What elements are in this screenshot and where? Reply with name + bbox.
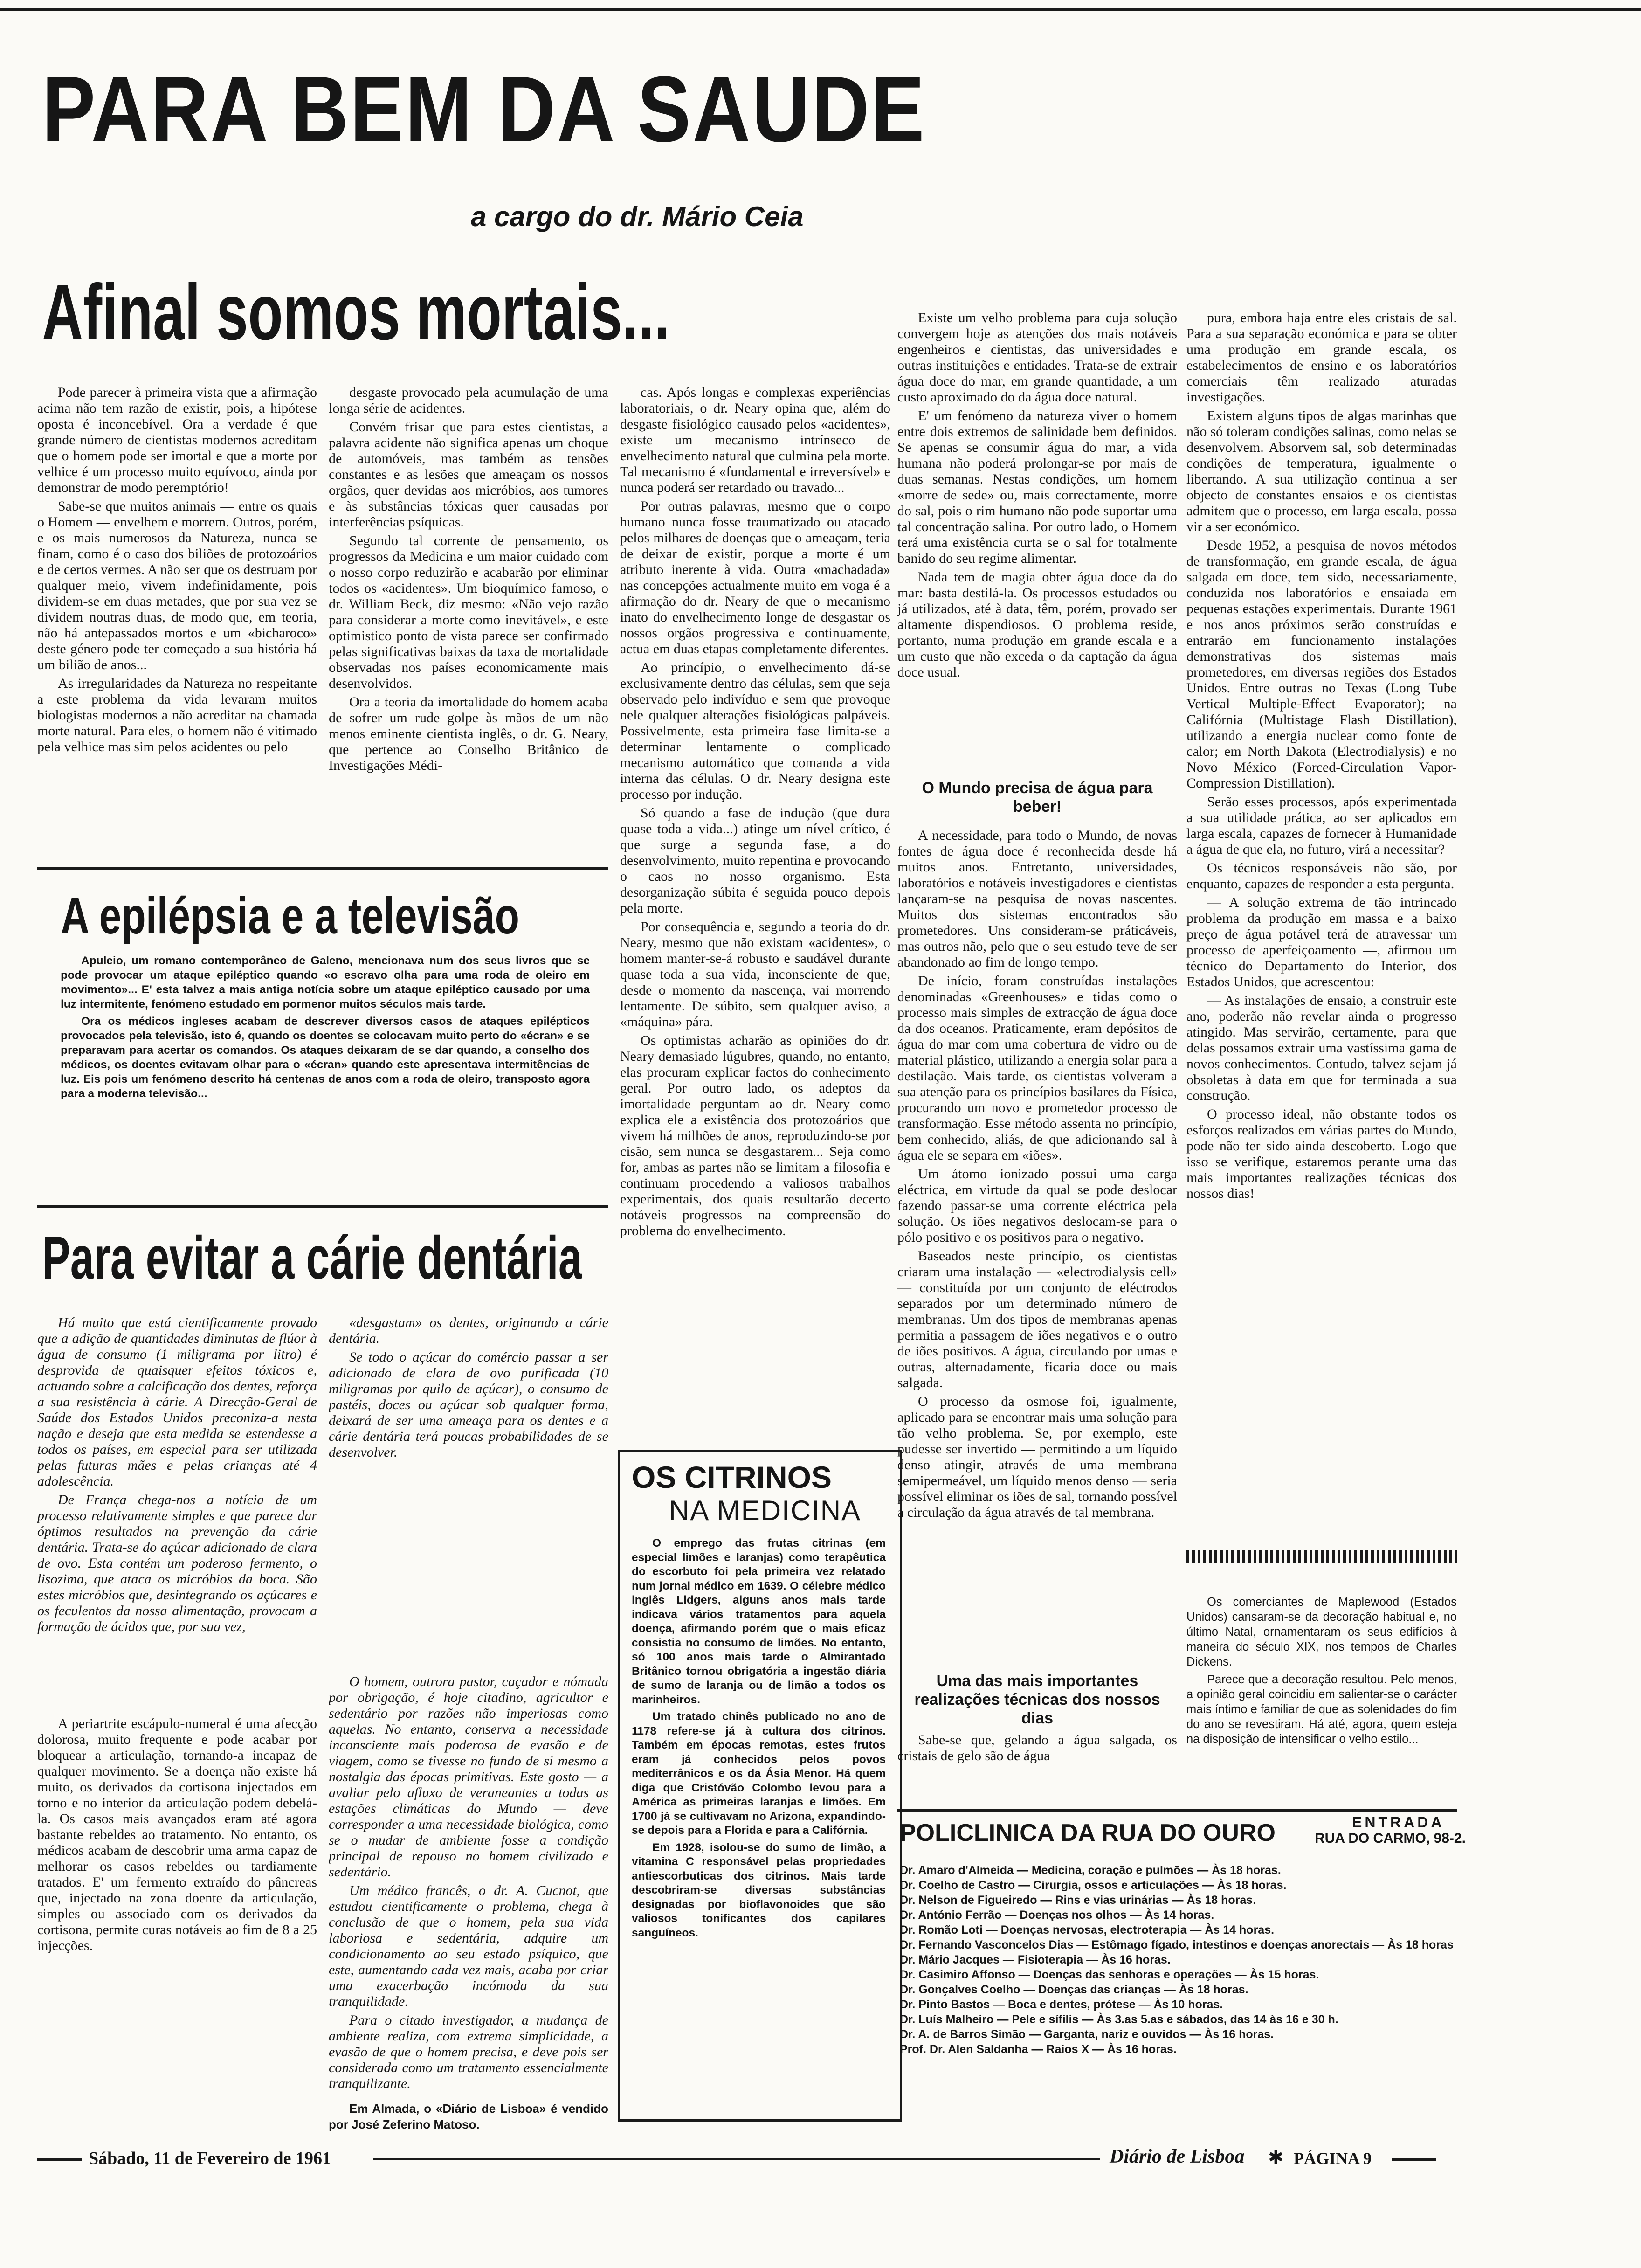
paragraph: Ao princípio, o envelhecimento dá-se exclusivamente dentro das células, sem que seja observado pelo indivíduo e sem que provoque nele qualquer alterações fisiológicas palpáveis. Possivelmente, esta primeira fase limita-se a determinar lentamente o complicado mecanismo automático que comanda a vida interna das células. O dr. Neary designa este processo por indução. <box>620 660 890 802</box>
paragraph: De início, foram construídas instalações denominadas «Greenhouses» e tidas como o processo mais simples de extracção de água doce da dos oceanos. Praticamente, eram depósitos de água do mar com uma cobertura de vidro ou de material plástico, utilizando a energia solar para a destilação. Mais tarde, os cientistas volveram a sua atenção para os princípios basilares da Física, procurando um novo e prometedor processo de transformação. Esse método assenta no princípio, bem conhecido, aliás, de que adicionando sal à água ele se separa em «iões». <box>897 973 1177 1163</box>
column-end-marker <box>1186 1550 1457 1563</box>
paragraph: Serão esses processos, após experimentada a sua utilidade prática, ao ser aplicados em larga escala, capazes de fornecer à Humanidade a água de que ela, no futuro, virá a necessitar? <box>1186 794 1457 857</box>
rule <box>37 867 608 870</box>
article6-col1b <box>897 828 1177 1667</box>
paragraph: Um átomo ionizado possui uma carga eléctrica, em virtude da qual se pode deslocar fazendo passar-se uma corrente eléctrica pela solução. Os iões negativos deslocam-se para o pólo positivo e os positivos para o negativo. <box>897 1166 1177 1245</box>
paragraph: E' um fenómeno da natureza viver o homem entre dois extremos de salinidade bem definidos. Se apenas se consumir água do mar, a vida humana não poderá prolongar-se por mais de duas semanas. Nestas condições, um homem «morre de sede» ou, mais correctamente, morre do sal, pois o rim humano não pode suportar uma tal concentração salina. Por outro lado, o Homem terá uma existência curta se o sal for totalmente banido do seu regime alimentar. <box>897 408 1177 566</box>
footer-paper-name: Diário de Lisboa <box>1110 2146 1245 2167</box>
article3-col2 <box>329 1315 608 1464</box>
footer-date: Sábado, 11 de Fevereiro de 1961 <box>89 2149 331 2168</box>
doctor-row: Dr. Nelson de Figueiredo — Rins e vias urinárias — Às 18 horas. <box>900 1894 1256 1907</box>
paragraph: A periartrite escápulo-numeral é uma afecção dolorosa, muito frequente e pode acabar por bloquear a articulação, tornando-a incapaz de qualquer movimento. Se a doença não existe há muito, os derivados da cortisona injectados em torno e no interior da articulação podem debelá-la. Os casos mais avançados eram até agora bastante rebeldes ao tratamento. No entanto, os médicos acabam de descobrir uma arma capaz de melhorar os casos rebeldes ou tardiamente tratados. E' um fermento extraído do pâncreas que, injectado na zona doente da articulação, simples ou associado com os derivados da cortisona, permite curas notáveis ao fim de 8 a 25 injecções. <box>37 1716 317 1953</box>
doctor-row: Dr. Romão Loti — Doenças nervosas, electroterapia — Às 14 horas. <box>900 1923 1275 1936</box>
article4-col2 <box>329 2101 608 2138</box>
citrinos-body <box>632 1536 886 2112</box>
article6-subheading: O Mundo precisa de água para beber! <box>922 779 1153 816</box>
doctor-row: Dr. Gonçalves Coelho — Doenças das crianças — Às 18 horas. <box>900 1983 1248 1996</box>
paragraph: pura, embora haja entre eles cristais de sal. Para a sua separação económica e para se obter uma produção em grande escala, os estabelecimentos de ensino e os laboratórios comerciais têm realizado aturadas investigações. <box>1186 310 1457 405</box>
doctor-row: Dr. Fernando Vasconcelos Dias — Estômago fígado, intestinos e doenças anorectais — Às 18 horas <box>900 1938 1454 1951</box>
footer-page-number: PÁGINA 9 <box>1294 2149 1372 2168</box>
paragraph: Desde 1952, a pesquisa de novos métodos de transformação, em grande escala, de água salgada em doce, tem sido, necessariamente, conduzida nos laboratórios e ensaiada em pequenas estações experimentais. Durante 1961 e nos anos próximos serão construídas e entrarão em funcionamento instalações demonstrativas dos sistemas mais prometedores, em diversas regiões dos Estados Unidos. Entre outras no Texas (Long Tube Vertical Multiple-Effect Evaporator); na Califórnia (Multistage Flash Distillation), utilizando a energia nuclear como fonte de calor; em North Dakota (Electrodialysis) e no Novo México (Forced-Circulation Vapor-Compression Distillation). <box>1186 538 1457 791</box>
article6-col1 <box>897 310 1177 774</box>
policlinica-list <box>900 1863 1457 2057</box>
article4-col1 <box>37 1716 317 2131</box>
paragraph: — As instalações de ensaio, a construir este ano, poderão não revelar ainda o progresso atingido. Mas servirão, certamente, para que delas possamos extrair uma vastíssima gama de novos conhecimentos. Contudo, talvez sejam já obsoletas à data em que for terminada a sua construção. <box>1186 993 1457 1103</box>
paragraph: Existe um velho problema para cuja solução convergem hoje as atenções dos mais notáveis engenheiros e cientistas, das universidades e outras instituições e entidades. Trata-se de extrair água doce do mar, em grande quantidade, a um custo aproximado do da água doce natural. <box>897 310 1177 405</box>
footer-rule-left <box>37 2158 82 2161</box>
paragraph: Um tratado chinês publicado no ano de 1178 refere-se já à cultura dos citrinos. Também em épocas remotas, estes frutos eram já conhecidos pelos povos mediterrânicos e os da Ásia Menor. Há quem diga que Cristóvão Colombo levou para a América as primeiras laranjas e limões. Em 1700 já se cultivavam no Arizona, expandindo-se depois para a Florida e para a Califórnia. <box>632 1710 886 1837</box>
paragraph: As irregularidades da Natureza no respeitante a este problema da vida levaram muitos biologistas modernos a não acreditar na chamada morte natural. Para eles, o homem não é vitimado pela velhice mas sim pelos acidentes ou pelo <box>37 676 317 754</box>
paragraph: Sabe-se que muitos animais — entre os quais o Homem — envelhem e morrem. Outros, porém, e os mais numerosos da Natureza, nunca se finam, como é o caso dos biliões de protozoários e de certos vermes. A não ser que os destruam por qualquer meio, vivem indefinidamente, pois dividem-se em duas metades, que por sua vez se dividem noutras duas, de modo que, em teoria, não há antepassados mortos e um «bicharoco» deste género pode ter começado a sua história há um bilião de anos... <box>37 498 317 672</box>
article6-col2 <box>1186 310 1457 1541</box>
article1-headline: Afinal somos mortais... <box>42 268 670 357</box>
article1-col1 <box>37 385 317 851</box>
paragraph: Há muito que está cientificamente provado que a adição de quantidades diminutas de flúor à água de consumo (1 miligrama por litro) é desprovida de quaisquer efeitos tóxicos e, actuando sobre a calcificação dos dentes, reforça a sua resistência à cárie. A Direcção-Geral de Saúde dos Estados Unidos preconiza-a nesta nação e deseja que esta medida se estendesse a todos os países, em especial para ser utilizada pelas futuras mães e pelas crianças até 4 adolescência. <box>37 1315 317 1489</box>
paragraph: desgaste provocado pela acumulação de uma longa série de acidentes. <box>329 385 608 416</box>
paragraph: Convém frisar que para estes cientistas, a palavra acidente não significa apenas um choque de automóveis, mas também as tensões constantes e as lesões que ameaçam os nossos orgãos, quer devidas aos micróbios, aos tumores e às substâncias tóxicas quer causadas por interferências psíquicas. <box>329 419 608 530</box>
doctor-row: Dr. Coelho de Castro — Cirurgia, ossos e articulações — Às 18 horas. <box>900 1879 1287 1892</box>
paragraph: Um médico francês, o dr. A. Cucnot, que estudou cientificamente o problema, chega à conclusão de que o homem, pela sua vida laboriosa e sedentária, adquire um condicionamento ao seu estado psíquico, que este, aumentando cada vez mais, acaba por criar uma exacerbação incómoda da sua tranquilidade. <box>329 1883 608 2009</box>
paragraph: Segundo tal corrente de pensamento, os progressos da Medicina e um maior cuidado com o nosso corpo reduzirão e acabarão por eliminar todos os «acidentes». Um bioquímico famoso, o dr. William Beck, diz mesmo: «Não vejo razão para considerar a morte como inevitável», e este optimistico ponto de vista parece ser confirmado pelas significativas baixas da taxa de mortalidade observadas nos países economicamente mais desenvolvidos. <box>329 533 608 691</box>
doctor-row: Dr. António Ferrão — Doenças nos olhos — Às 14 horas. <box>900 1908 1214 1922</box>
paragraph: Ora a teoria da imortalidade do homem acaba de sofrer um rude golpe às mãos de um não menos eminente cientista inglês, o dr. G. Neary, que pertence ao Conselho Britânico de Investigações Médi- <box>329 694 608 773</box>
article2-body <box>61 954 590 1191</box>
doctor-row: Dr. Amaro d'Almeida — Medicina, coração e pulmões — Às 18 horas. <box>900 1864 1281 1877</box>
paragraph: Se todo o açúcar do comércio passar a ser adicionado de clara de ovo purificada (10 miligramas por quilo de açúcar), o consumo de pastéis, doces ou açúcar sob qualquer forma, deixará de ser uma ameaça para os dentes e a cárie dentária terá poucas probabilidades de se desenvolver. <box>329 1349 608 1460</box>
paragraph: O emprego das frutas citrinas (em especial limões e laranjas) como terapêutica do escorbuto foi pela primeira vez relatado num jornal médico em 1639. O célebre médico inglês Lidgers, alguns anos mais tarde indicava vários tratamentos para aquela doença, afirmando porém que o mais eficaz consistia no consumo de limões. No entanto, só 100 anos mais tarde o Almirantado Britânico tornou obrigatória a ingestão diária de sumo de laranja ou de limão a todos os marinheiros. <box>632 1537 886 1706</box>
paragraph: Em 1928, isolou-se do sumo de limão, a vitamina C responsável pelas propriedades antiescorbuticas dos citrinos. Mais tarde descobriram-se diversas substâncias designadas por bioflavonoides que são valiosos tonificantes dos capilares sanguíneos. <box>632 1841 886 1939</box>
article7-body <box>1186 1595 1457 1800</box>
paragraph: Baseados neste princípio, os cientistas criaram uma instalação — «electrodialysis cell» — constituída por um conjunto de eléctrodos separados por um determinado número de membranas. Um dos tipos de membranas apenas permitia a passagem de iões negativos e o outro de iões positivos. A água, circulando por umas e outras, alternadamente, ficaria doce ou mais salgada. <box>897 1248 1177 1390</box>
policlinica-address: RUA DO CARMO, 98-2. <box>1315 1831 1466 1846</box>
doctor-row: Prof. Dr. Alen Saldanha — Raios X — Às 16 horas. <box>900 2043 1177 2056</box>
section-byline: a cargo do dr. Mário Ceia <box>471 201 804 232</box>
paragraph: Ora os médicos ingleses acabam de descrever diversos casos de ataques epilépticos provocados pela televisão, isto é, quando os doentes se colocavam muito perto do «écran» e se preparavam para acertar os comandos. Os ataques deixaram de se dar quando, a conselho dos médicos, os doentes evitavam olhar para o «écran» quando este apresentava intermitências de luz. Eis pois um fenómeno descrito há centenas de anos com a roda de oleiro, transposto agora para a moderna televisão... <box>61 1015 590 1100</box>
doctor-row: Dr. Casimiro Affonso — Doenças das senhoras e operações — Às 15 horas. <box>900 1968 1319 1981</box>
doctor-row: Dr. Pinto Bastos — Boca e dentes, prótese — Às 10 horas. <box>900 1998 1223 2011</box>
article2-headline: A epilépsia e a televisão <box>61 887 520 945</box>
section-title: PARA BEM DA SAUDE <box>42 57 926 161</box>
article3-col1 <box>37 1315 317 1711</box>
paragraph: O homem, outrora pastor, caçador e nómada por obrigação, é hoje citadino, agricultor e sedentário por razões não imperiosas como aquelas. No entanto, conserva a necessidade inconsciente mais poderosa de evasão e de viagem, como se tivesse no fundo de si mesmo a nostalgia das épocas primitivas. Este gosto — a avaliar pelo afluxo de veraneantes a todas as estações climáticas do Mundo — deve corresponder a uma necessidade biológica, como se o mudar de ambiente fosse a condição principal de repouso no homem civilizado e sedentário. <box>329 1674 608 1880</box>
paragraph: Parece que a decoração resultou. Pelo menos, a opinião geral coincidiu em salientar-se o carácter mais íntimo e familiar de que as solenidades do fim do ano se revestiram. Há até, agora, quem esteja na disposição de intensificar o velho estilo... <box>1186 1673 1457 1746</box>
citrinos-subtitle: NA MEDICINA <box>669 1495 862 1526</box>
paragraph: Os técnicos responsáveis não são, por enquanto, capazes de responder a esta pergunta. <box>1186 860 1457 892</box>
footer-rule-mid <box>373 2158 1100 2160</box>
doctor-row: Dr. A. de Barros Simão — Garganta, nariz e ouvidos — Às 16 horas. <box>900 2028 1274 2041</box>
article3-col3 <box>329 1674 608 2098</box>
top-rule <box>0 8 1641 11</box>
paragraph: — A solução extrema de tão intrincado problema da produção em massa e a baixo preço de água potável terá de atravessar um processo de aperfeiçoamento —, afirmou um técnico do Departamento do Interior, dos Estados Unidos, que acrescentou: <box>1186 895 1457 989</box>
paragraph: Em Almada, o «Diário de Lisboa» é vendido por José Zeferino Matoso. <box>329 2102 608 2131</box>
article3-headline: Para evitar a cárie dentária <box>42 1224 582 1292</box>
doctor-row: Dr. Luís Malheiro — Pele e sífilis — Às 3.as 5.as e sábados, das 14 às 16 e 30 h. <box>900 2013 1338 2026</box>
citrinos-title: OS CITRINOS <box>632 1460 832 1494</box>
article1-col3 <box>620 385 890 1431</box>
paragraph: Pode parecer à primeira vista que a afirmação acima não tem razão de existir, pois, a hipótese oposta é inconcebível. Ora a verdade é que grande número de cientistas modernos acreditam que o homem pode ser imortal e que a morte por velhice é um processo muito equívoco, ainda por demonstrar de modo peremptório! <box>37 385 317 495</box>
paragraph: Só quando a fase de indução (que dura quase toda a vida...) atinge um nível crítico, é que surge a segunda fase, a do desenvolvimento, muito repentina e provocando o caos no nosso organismo. Esta desorganização súbita é seguida pouco depois pela morte. <box>620 805 890 916</box>
paragraph: Nada tem de magia obter água doce da do mar: basta destilá-la. Os processos estudados ou já utilizados, até à data, têm, porém, provado ser altamente dispendiosos. O problema reside, portanto, numa produção em grande escala e a um custo que não exceda o da captação da água doce usual. <box>897 569 1177 680</box>
doctor-row: Dr. Mário Jacques — Fisioterapia — Às 16 horas. <box>900 1953 1171 1966</box>
paragraph: O processo ideal, não obstante todos os esforços realizados em várias partes do Mundo, pode não ter sido ainda descoberto. Logo que isso se verifique, estaremos perante uma das mais importantes realizações técnicas dos nossos dias! <box>1186 1106 1457 1201</box>
paragraph: De França chega-nos a notícia de um processo relativamente simples e que parece dar óptimos resultados na prevenção da cárie dentária. Trata-se do açúcar adicionado de clara de ovo. Esta contém um poderoso fermento, o lisozima, que ataca os micróbios da boca. São estes micróbios que, desintegrando os açúcares e os feculentos da nossa alimentação, provocam a formação de ácidos que, por sua vez, <box>37 1492 317 1634</box>
article6-subheading: Uma das mais importantes realizações técnicas dos nossos dias <box>914 1672 1160 1727</box>
footer-rule-right <box>1392 2158 1436 2161</box>
paragraph: Os comerciantes de Maplewood (Estados Unidos) cansaram-se da decoração habitual e, no último Natal, ornamentaram os seus edifícios à maneira do século XIX, nos tempos de Charles Dickens. <box>1186 1596 1457 1668</box>
paragraph: Para o citado investigador, a mudança de ambiente realiza, com extrema simplicidade, a evasão de que o homem precisa, e deve pois ser considerada como um tratamento essencialmente tranquilizante. <box>329 2012 608 2091</box>
paragraph: «desgastam» os dentes, originando a cárie dentária. <box>329 1315 608 1346</box>
paragraph: Apuleio, um romano contemporâneo de Galeno, mencionava num dos seus livros que se pode provocar um ataque epiléptico quando «o escravo olha para uma roda de oleiro em movimento»... E' esta talvez a mais antiga notícia sobre um ataque epiléptico causado por uma luz intermitente, fenómeno estudado em pormenor muitos séculos mais tarde. <box>61 954 590 1010</box>
paragraph: O processo da osmose foi, igualmente, aplicado para se encontrar mais uma solução para tão velho problema. Se, por exemplo, este pudesse ser invertido — permitindo a um líquido denso atingir, através de uma membrana semipermeável, um líquido menos denso — seria possível eliminar os iões de sal, tornando possível a circulação da água através de tal membrana. <box>897 1394 1177 1520</box>
paragraph: Por outras palavras, mesmo que o corpo humano nunca fosse traumatizado ou atacado pelos milhares de doenças que o ameaçam, teria de deixar de existir, porque a morte é um atributo inerente à vida. Outra «machadada» nas concepções actualmente muito em voga é a afirmação do dr. Neary de que o mecanismo inato do envelhecimento longe de desgastar os nossos orgãos progressiva e continuamente, actua em duas etapas completamente diferentes. <box>620 498 890 657</box>
rule <box>897 1809 1457 1812</box>
policlinica-entrada: ENTRADA <box>1352 1814 1445 1831</box>
paragraph: Sabe-se que, gelando a água salgada, os cristais de gelo são de água <box>897 1732 1177 1763</box>
paragraph: Por consequência e, segundo a teoria do dr. Neary, mesmo que não existam «acidentes», o homem manter-se-á robusto e saudável durante quase toda a sua vida, inconsciente de que, desde o momento da nascença, vai morrendo lentamente. De súbito, sem qualquer aviso, a «máquina» pára. <box>620 919 890 1030</box>
article6-col1c <box>897 1732 1177 1770</box>
policlinica-title: POLICLINICA DA RUA DO OURO <box>900 1819 1276 1846</box>
paragraph: cas. Após longas e complexas experiências laboratoriais, o dr. Neary opina que, além do desgaste fisiológico causado pelos «acidentes», existe um mecanismo intrínseco de envelhecimento natural que culmina pela morte. Tal mecanismo é «fundamental e irreversível» e nunca poderá ser retardado ou travado... <box>620 385 890 495</box>
paragraph: Existem alguns tipos de algas marinhas que não só toleram condições salinas, como nelas se desenvolvem. Absorvem sal, sob determinadas condições de temperatura, igualmente o libertando. A sua utilização continua a ser objecto de constantes ensaios e os cientistas admitem que o processo, em larga escala, possa vir a ser económico. <box>1186 408 1457 534</box>
paragraph: Os optimistas acharão as opiniões do dr. Neary demasiado lúgubres, quando, no entanto, elas procuram explicar factos do conhecimento geral. Por outro lado, os adeptos da imortalidade perguntam ao dr. Neary como explica ele a existência dos protozoários que vivem há milhões de anos, reproduzindo-se por cisão, sem nunca se desgastarem... Seja como for, ambas as partes não se limitam a filosofia e continuam procedendo a valiosos trabalhos experimentais, dos quais resultarão decerto notáveis progressos na compreensão do problema do envelhecimento. <box>620 1033 890 1238</box>
star-icon: ✱ <box>1268 2147 1284 2168</box>
paragraph: A necessidade, para todo o Mundo, de novas fontes de água doce é reconhecida desde há muitos anos. Entretanto, universidades, laboratórios e notáveis investigadores e cientistas lançaram-se na pesquisa de novas nascentes. Muitos dos sistemas encontrados são prometedores. Uns consideram-se práticáveis, mas outros não, pelo que o seu estudo teve de ser abandonado ao fim de longo tempo. <box>897 828 1177 970</box>
rule <box>37 1205 608 1208</box>
article1-col2 <box>329 385 608 851</box>
